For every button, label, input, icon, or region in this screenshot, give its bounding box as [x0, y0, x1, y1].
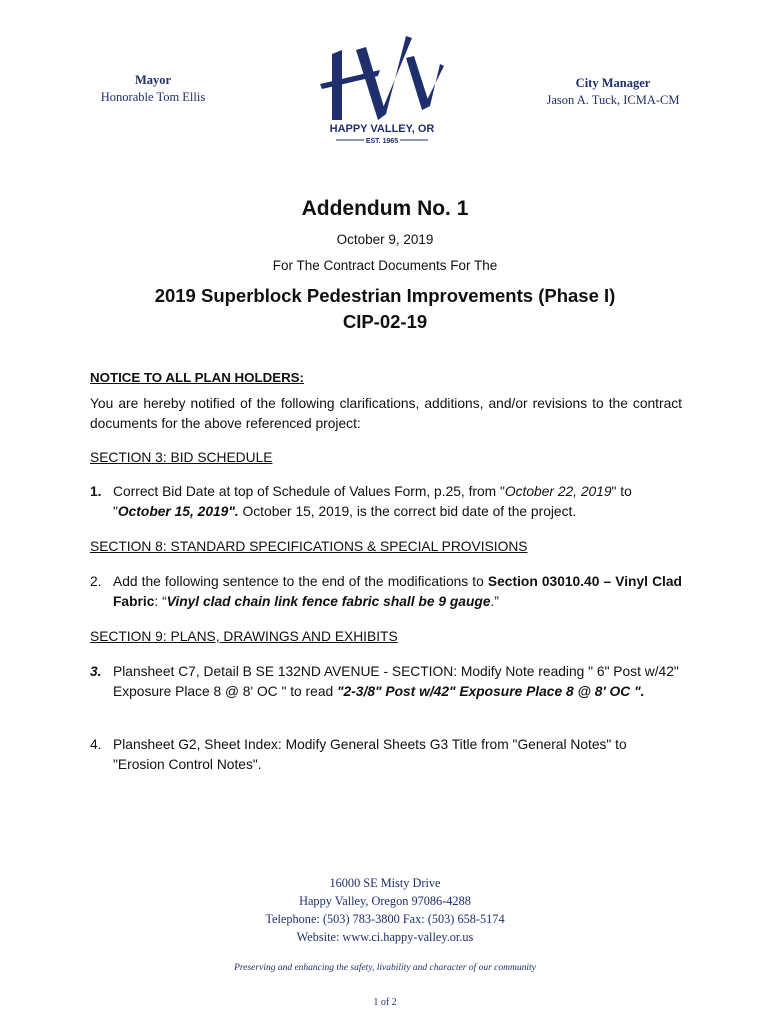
- city-manager-title: City Manager: [575, 76, 651, 90]
- old-bid-date: October 22, 2019: [504, 484, 612, 499]
- new-bid-date: October 15, 2019".: [117, 503, 239, 519]
- section-8-heading: SECTION 8: STANDARD SPECIFICATIONS & SPECIAL PROVISIONS: [90, 539, 528, 554]
- mayor-name: Honorable Tom Ellis: [100, 90, 206, 104]
- item-text-part: " to ": [113, 484, 632, 519]
- added-sentence: Vinyl clad chain link fence fabric shall be 9 gauge: [166, 593, 491, 609]
- project-number: CIP-02-19: [342, 311, 428, 332]
- item-number: 1.: [90, 484, 102, 499]
- project-title: 2019 Superblock Pedestrian Improvements (Phase I): [154, 285, 616, 306]
- list-item-4: [90, 735, 682, 774]
- happy-valley-logo: [318, 34, 446, 150]
- item-text: [113, 572, 682, 611]
- spec-section-reference: Section 03010.40 – Vinyl Clad Fabric: [113, 574, 682, 609]
- item-number: 2.: [90, 574, 102, 589]
- footer-website: Website: www.ci.happy-valley.or.us: [296, 930, 474, 944]
- footer-address-block: [0, 874, 770, 946]
- mayor-block: [88, 72, 218, 106]
- footer-phone: Telephone: (503) 783-3800 Fax: (503) 658-5174: [265, 912, 505, 926]
- city-manager-name: Jason A. Tuck, ICMA-CM: [546, 93, 680, 107]
- notice-intro: You are hereby notified of the following clarifications, additions, and/or revisions to the contract documents for the above referenced project:: [90, 396, 682, 431]
- item-text: [113, 662, 682, 701]
- section-9-heading: SECTION 9: PLANS, DRAWINGS AND EXHIBITS: [90, 629, 398, 644]
- logo-city-text: HAPPY VALLEY, OR: [329, 123, 435, 135]
- item-number: 4.: [90, 737, 102, 752]
- footer-tagline: Preserving and enhancing the safety, livability and character of our community: [234, 963, 536, 973]
- item-text-part: .”: [490, 593, 499, 609]
- item-text-part: October 15, 2019, is the correct bid date of the project.: [238, 503, 577, 519]
- notice-heading: NOTICE TO ALL PLAN HOLDERS:: [90, 370, 304, 385]
- addendum-date: October 9, 2019: [336, 232, 434, 247]
- item-text: [113, 482, 682, 521]
- hv-monogram-icon: [318, 34, 446, 150]
- item-number: 3.: [90, 664, 102, 679]
- page-number: 1 of 2: [373, 997, 397, 1008]
- city-manager-block: [528, 75, 698, 109]
- list-item-2: [90, 572, 682, 611]
- footer-city: Happy Valley, Oregon 97086-4288: [299, 894, 471, 908]
- logo-established-text: EST. 1965: [365, 138, 399, 145]
- section-3-heading: SECTION 3: BID SCHEDULE: [90, 450, 273, 465]
- item-text-part: Plansheet C7, Detail B SE 132ND AVENUE - SECTION: Modify Note reading " 6" Post w/42" Exposure Place 8 @ 8' OC " to read: [113, 664, 679, 699]
- addendum-title: Addendum No. 1: [301, 197, 469, 220]
- item-text-part: : “: [154, 593, 167, 609]
- revised-note: "2-3/8" Post w/42" Exposure Place 8 @ 8' OC ".: [337, 683, 645, 699]
- list-item-3: [90, 662, 682, 701]
- item-text-part: Add the following sentence to the end of the modifications to: [113, 574, 488, 589]
- item-text-part: Correct Bid Date at top of Schedule of Values Form, p.25, from ": [113, 484, 505, 499]
- list-item-1: [90, 482, 682, 521]
- footer-street: 16000 SE Misty Drive: [329, 876, 441, 890]
- item-text: Plansheet G2, Sheet Index: Modify General Sheets G3 Title from "General Notes" to "Erosion Control Notes".: [113, 737, 627, 772]
- for-contract-text: For The Contract Documents For The: [272, 258, 498, 273]
- mayor-title: Mayor: [134, 73, 172, 87]
